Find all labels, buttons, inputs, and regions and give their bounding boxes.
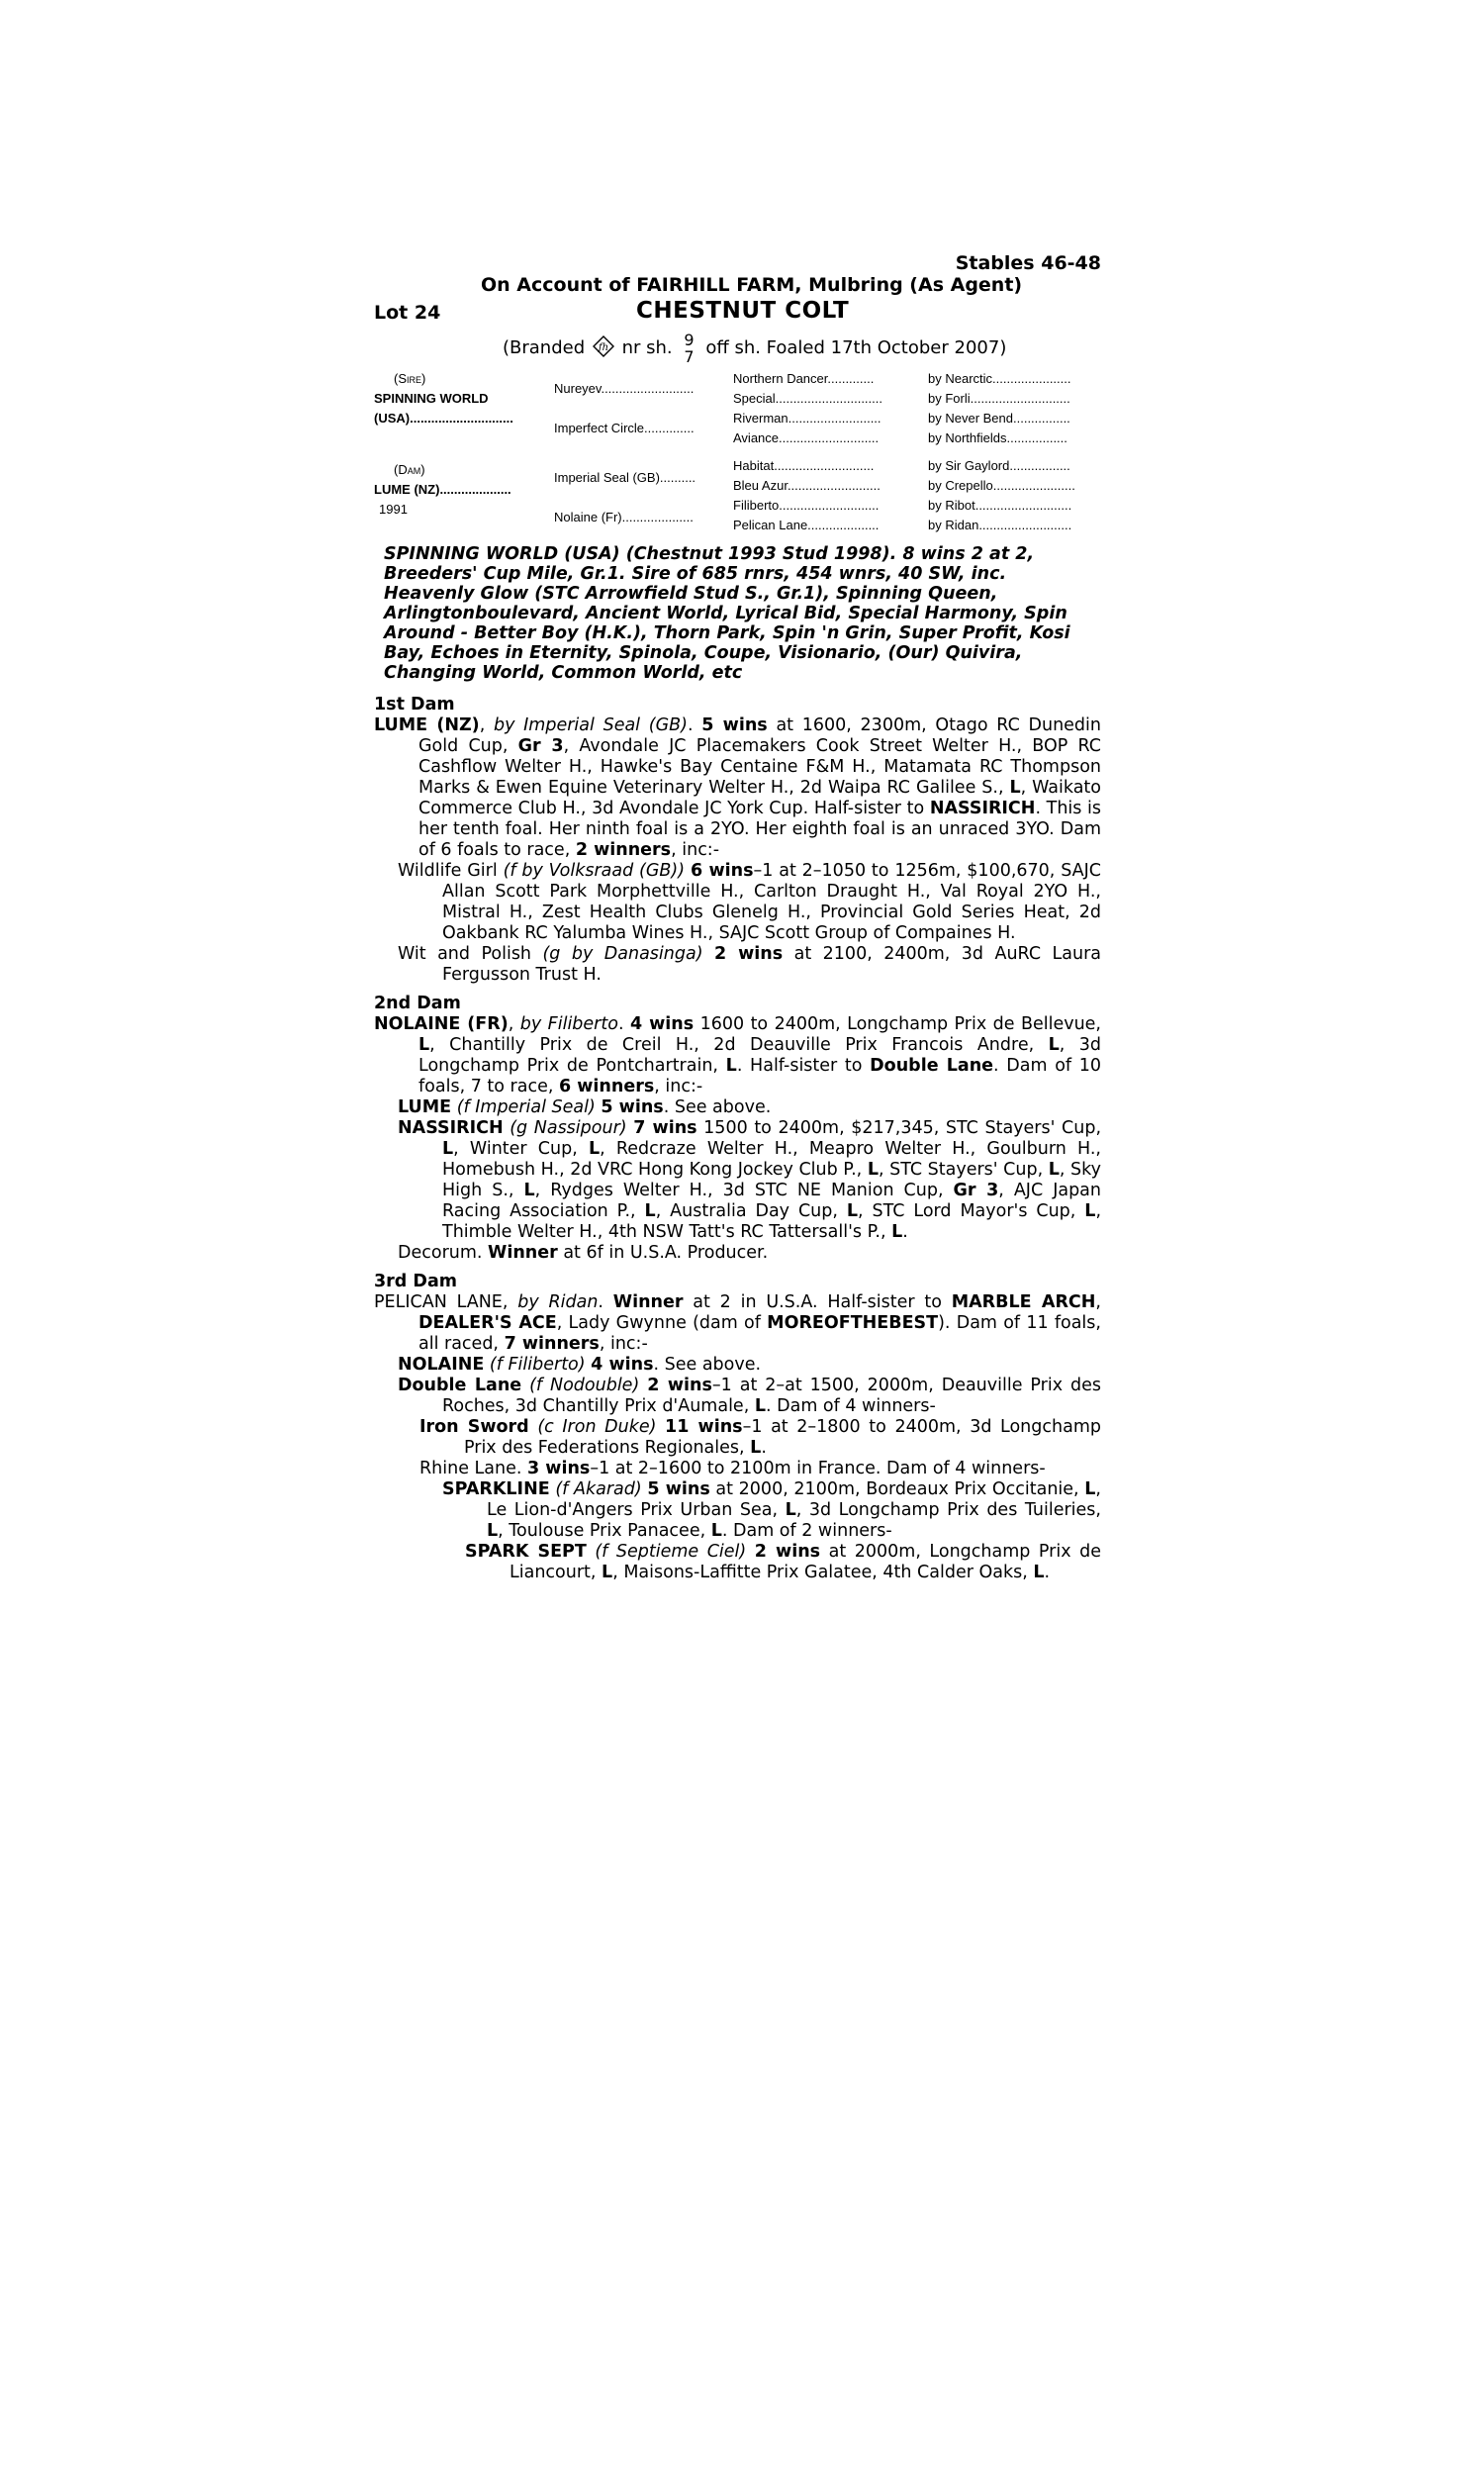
vendor-line: On Account of FAIRHILL FARM, Mulbring (As Agent) [481, 274, 1023, 296]
dam-year: 1991 [379, 502, 408, 517]
gggs-2: by Forli............................ [928, 391, 1070, 406]
gggs-5: by Sir Gaylord................. [928, 458, 1070, 473]
progeny-nassirich: NASSIRICH (g Nassipour) 7 wins 1500 to 2400m, $217,345, STC Stayers' Cup, L, Winter Cup, L, Redcraze Welter H., Meapro Welter H., Goulburn H., Homebush H., 2d VRC Hong Kong Jockey Club P., L, STC Stayers' Cup, L, Sky High S., L, Rydges Welter H., 3d STC NE Manion Cup, Gr 3, AJC Japan Racing Association P., L, Australia Day Cup, L, STC Lord Mayor's Cup, L, Thimble Welter H., 4th NSW Tatt's RC Tattersall's P., L. [398, 1118, 1102, 1242]
brand-suffix: off sh. Foaled 17th October 2007) [705, 337, 1007, 358]
fairhill-brand-icon [593, 335, 614, 357]
progeny-wit-and-polish: Wit and Polish (g by Danasinga) 2 wins at 2100, 2400m, 3d AuRC Laura Fergusson Trust H. [398, 944, 1101, 985]
gggs-8: by Ridan.......................... [928, 518, 1072, 532]
lot-number: Lot 24 [374, 302, 441, 324]
ggs-3: Riverman.......................... [733, 411, 881, 426]
brand-line [503, 332, 1006, 365]
progeny-sparkline: SPARKLINE (f Akarad) 5 wins at 2000, 2100m, Bordeaux Prix Occitanie, L, Le Lion-d'Angers Prix Urban Sea, L, 3d Longchamp Prix des Tuileries, L, Toulouse Prix Panacee, L. Dam of 2 winners- [442, 1479, 1101, 1541]
brand-prefix: (Branded [503, 337, 586, 358]
sire-tag: (Sire) [394, 371, 426, 386]
second-dam-entry: NOLAINE (FR), by Filiberto. 4 wins 1600 to 2400m, Longchamp Prix de Bellevue, L, Chantilly Prix de Creil H., 2d Deauville Prix Francois Andre, L, 3d Longchamp Prix de Pontchartrain, L. Half-sister to Double Lane. Dam of 10 foals, 7 to race, 6 winners, inc:- [374, 1014, 1101, 1096]
progeny-decorum: Decorum. Winner at 6f in U.S.A. Producer. [398, 1243, 769, 1263]
third-dam-entry: PELICAN LANE, by Ridan. Winner at 2 in U.S.A. Half-sister to MARBLE ARCH, DEALER'S ACE, Lady Gwynne (dam of MOREOFTHEBEST). Dam of 11 foals, all raced, 7 winners, inc:- [374, 1292, 1101, 1354]
gggs-4: by Northfields................. [928, 430, 1067, 445]
gggs-1: by Nearctic...................... [928, 371, 1071, 386]
sire-country: (USA)............................. [374, 411, 513, 426]
svg-text:fh: fh [598, 342, 608, 353]
first-dam-entry: LUME (NZ), by Imperial Seal (GB). 5 wins at 1600, 2300m, Otago RC Dunedin Gold Cup, Gr 3, Avondale JC Placemakers Cook Street Welter H., BOP RC Cashflow Welter H., Hawke's Bay Centaine F&M H., Matamata RC Thompson Marks & Ewen Equine Veterinary Welter H., 2d Waipa RC Galilee S., L, Waikato Commerce Club H., 3d Avondale JC York Cup. Half-sister to NASSIRICH. This is her tenth foal. Her ninth foal is a 2YO. Her eighth foal is an unraced 3YO. Dam of 6 foals to race, 2 winners, inc:- [374, 715, 1102, 860]
granddam-dam-side: Nolaine (Fr).................... [554, 510, 694, 524]
progeny-spark-sept: SPARK SEPT (f Septieme Ciel) 2 wins at 2000m, Longchamp Prix de Liancourt, L, Maisons-Laffitte Prix Galatee, 4th Calder Oaks, L. [465, 1542, 1101, 1582]
progeny-iron-sword: Iron Sword (c Iron Duke) 11 wins–1 at 2–1800 to 2400m, 3d Longchamp Prix des Federations Regionales, L. [419, 1417, 1101, 1458]
grandsire: Nureyev.......................... [554, 381, 695, 396]
ggs-7: Filiberto............................ [733, 498, 880, 513]
catalogue-text [374, 544, 1101, 1583]
gggs-6: by Crepello....................... [928, 478, 1075, 493]
horse-title: CHESTNUT COLT [636, 298, 850, 324]
progeny-nolaine: NOLAINE (f Filiberto) 4 wins. See above. [398, 1355, 762, 1375]
gggs-3: by Never Bend................ [928, 411, 1070, 426]
sire-name: SPINNING WORLD [374, 391, 489, 406]
progeny-double-lane: Double Lane (f Nodouble) 2 wins–1 at 2–at 1500, 2000m, Deauville Prix des Roches, 3d Chantilly Prix d'Aumale, L. Dam of 4 winners- [398, 1376, 1101, 1416]
ggs-5: Habitat............................ [733, 458, 875, 473]
progeny-wildlife-girl: Wildlife Girl (f by Volksraad (GB)) 6 wins–1 at 2–1050 to 1256m, $100,670, SAJC Allan Scott Park Morphettville H., Carlton Draught H., Val Royal 2YO H., Mistral H., Zest Health Clubs Glenelg H., Provincial Gold Series Heat, 2d Oakbank RC Yalumba Wines H., SAJC Scott Group of Compaines H. [398, 861, 1101, 943]
granddam-sire-side: Imperfect Circle.............. [554, 421, 695, 435]
brand-num-bottom: 7 [684, 347, 695, 366]
dam-name: LUME (NZ).................... [374, 482, 511, 497]
brand-position: nr sh. [621, 337, 673, 358]
stables-label: Stables 46-48 [955, 252, 1101, 274]
sire-summary: SPINNING WORLD (USA) (Chestnut 1993 Stud 1998). 8 wins 2 at 2, Breeders' Cup Mile, Gr.1. Sire of 685 rnrs, 454 wnrs, 40 SW, inc. Heavenly Glow (STC Arrowfield Stud S., Gr.1), Spinning Queen, Arlingtonboulevard, Ancient World, Lyrical Bid, Special Harmony, Spin Around - Better Boy (H.K.), Thorn Park, Spin 'n Grin, Super Profit, Kosi Bay, Echoes in Eternity, Spinola, Coupe, Visionario, (Our) Quivira, Changing World, Common World, etc [384, 544, 1070, 683]
third-dam-heading: 3rd Dam [374, 1272, 457, 1291]
gggs-7: by Ribot........................... [928, 498, 1072, 513]
ggs-8: Pelican Lane.................... [733, 518, 880, 532]
grandsire-dam-side: Imperial Seal (GB).......... [554, 470, 696, 485]
pedigree-table [374, 371, 1101, 539]
ggs-1: Northern Dancer............. [733, 371, 875, 386]
ggs-2: Special.............................. [733, 391, 882, 406]
brand-numbers [684, 332, 694, 365]
progeny-lume: LUME (f Imperial Seal) 5 wins. See above. [398, 1097, 772, 1117]
dam-tag: (Dam) [394, 462, 425, 477]
second-dam-heading: 2nd Dam [374, 994, 461, 1013]
progeny-rhine-lane: Rhine Lane. 3 wins–1 at 2–1600 to 2100m in France. Dam of 4 winners- [419, 1459, 1046, 1478]
brand-num-top: 9 [684, 331, 695, 349]
ggs-4: Aviance............................ [733, 430, 880, 445]
first-dam-heading: 1st Dam [374, 695, 455, 714]
ggs-6: Bleu Azur.......................... [733, 478, 881, 493]
